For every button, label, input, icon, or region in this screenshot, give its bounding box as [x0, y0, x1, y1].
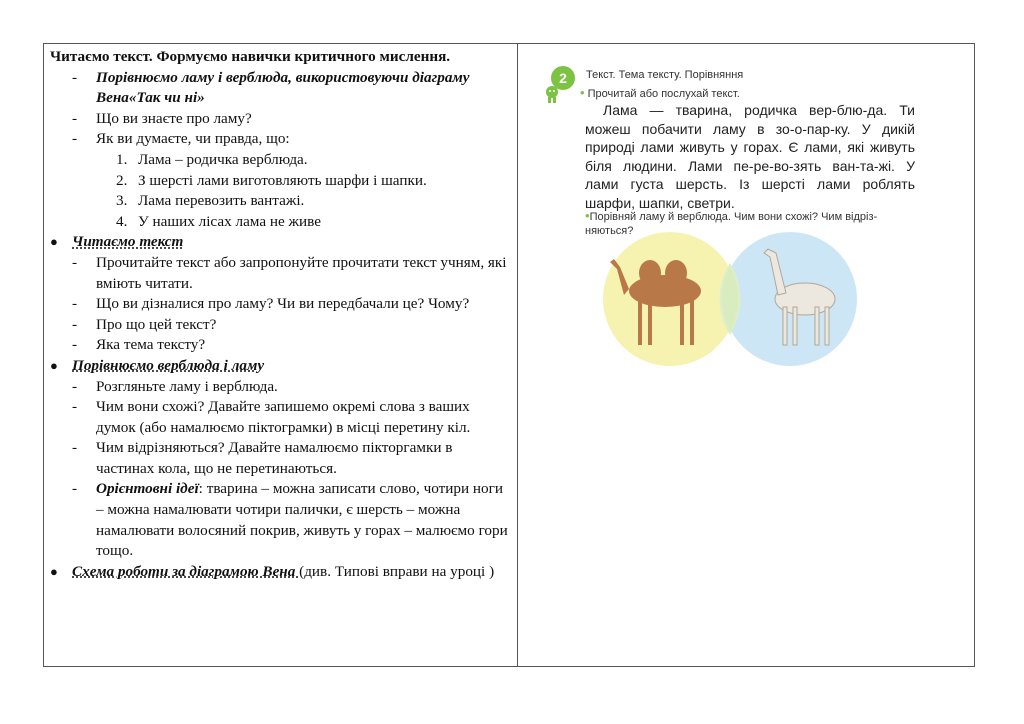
textbook-column: [518, 44, 974, 666]
textbook-title: Текст. Тема тексту. Порівняння: [586, 69, 744, 81]
venn-diagram: [600, 229, 870, 374]
list-item: - Як ви думаєте, чи правда, що:: [72, 130, 290, 148]
llama-story-text: Лама — тварина, родичка вер-блю-да. Ти можеш побачити ламу в зо-о-пар-ку. У дикій природі лами живуть у горах. Є лами, які живуть біля людини. Лами пе-ре-во-зять ван-та-жі. У лами густа шерсть. Із шерсті лами роблять шарфи, шапки, светри.: [585, 102, 915, 211]
section-compare-title: Порівнюємо верблюда і ламу: [72, 356, 265, 374]
section-read: ● Читаємо текст: [50, 233, 184, 251]
textbook-task: • Прочитай або послухай текст.: [580, 85, 740, 100]
list-item: - Розгляньте ламу і верблюда.: [72, 377, 278, 395]
section-venn: ● Схема роботи за діаграмою Вена (див. Типові вправи на уроці ): [50, 562, 495, 580]
lesson-plan-column: [44, 44, 518, 666]
lesson-table: [43, 43, 975, 667]
list-item: - Орієнтовні ідеї: тварина – можна записати слово, чотири ноги – можна намалювати чотири палички, є шерсть – можна намалювати волосяний покрив, живуть у горах – малюємо гори тощо.: [72, 480, 508, 560]
section-venn-title: Схема роботи за діаграмою Вена: [72, 562, 300, 580]
list-item: - Яка тема тексту?: [72, 336, 206, 354]
statement-item: 4. У наших лісах лама не живе: [116, 212, 321, 230]
textbook-question: •Порівняй ламу й верблюда. Чим вони схожі? Чим відріз-няються?: [585, 208, 878, 237]
list-item: - Чим вони схожі? Давайте запишемо окремі слова з ваших думок (або намалюємо піктограмки) в місці перетину кіл.: [72, 398, 471, 436]
section-compare: ● Порівнюємо верблюда і ламу: [50, 356, 265, 374]
list-item: - Прочитайте текст або запропонуйте прочитати текст учням, які вміють читати.: [72, 253, 507, 292]
lesson-heading: Читаємо текст. Формуємо навички критичного мислення.: [50, 48, 451, 65]
list-item: - Чим відрізняються? Давайте намалюємо пікторгамки в частинах кола, що не перетинаються.: [72, 439, 453, 477]
ideas-label: Орієнтовні ідеї: [96, 480, 199, 498]
statement-item: 2. З шерсті лами виготовляють шарфи і шапки.: [116, 171, 427, 189]
list-item: - Про що цей текст?: [72, 315, 217, 333]
list-item: - Що ви дізналися про ламу? Чи ви передбачали це? Чому?: [72, 295, 470, 313]
list-item: - Що ви знаєте про ламу?: [72, 109, 252, 127]
statement-item: 3. Лама перевозить вантажі.: [116, 192, 305, 210]
list-item: - Порівнюємо ламу і верблюда, використовуючи діаграму Вена«Так чи ні»: [72, 68, 470, 107]
exercise-number-badge: 2: [551, 66, 575, 90]
green-character-icon: [542, 80, 562, 106]
statement-item: 1. Лама – родичка верблюда.: [116, 150, 308, 168]
section-read-title: Читаємо текст: [72, 233, 184, 251]
